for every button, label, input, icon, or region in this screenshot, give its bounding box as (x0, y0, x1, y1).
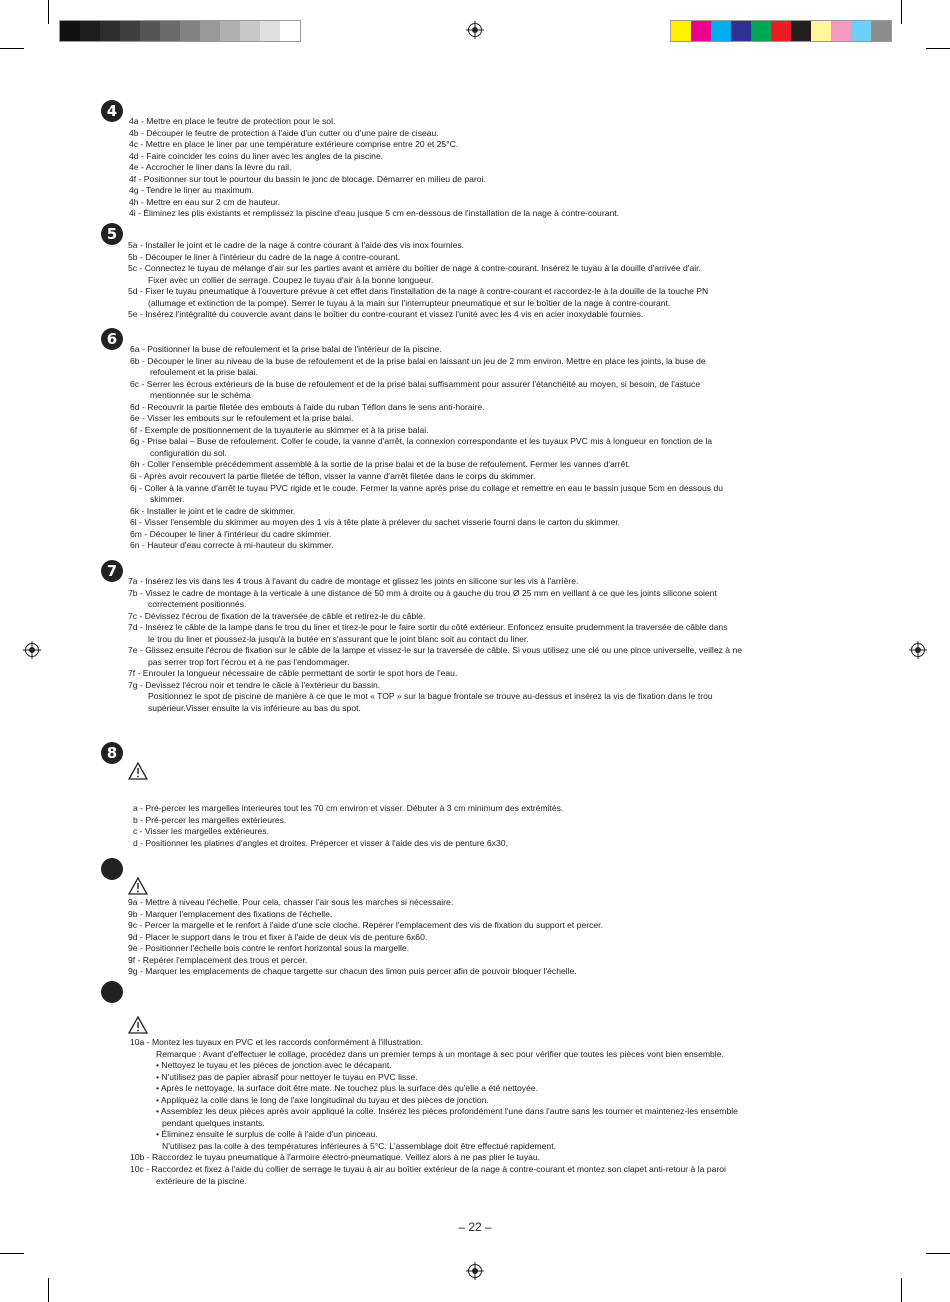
color-swatch (180, 21, 200, 41)
instruction-line: 5c - Connectez le tuyau de mélange d'air sur les parties avant et arrière du boîtier de nage à contre-courant. Insérez le tuyau à la douille d'arrivée d'air. (128, 263, 701, 274)
instruction-line: 4f - Positionner sur tout le pourtour du bassin le jonc de blocage. Démarrer en milieu de paroi. (129, 173, 486, 184)
instruction-line: pendant quelques instants. (162, 1117, 265, 1128)
registration-mark-icon (909, 641, 927, 659)
crop-mark (926, 1253, 950, 1254)
warning-icon (128, 877, 148, 895)
section-6-instructions (130, 344, 723, 552)
instruction-line: 9a - Mettre à niveau l'échelle. Pour cela, chasser l'air sous les marches si nécessaire. (128, 897, 454, 907)
instruction-line: 4b - Découper le feutre de protection à l'aide d'un cutter ou d'une paire de ciseau. (129, 127, 439, 138)
warning-icon (128, 1016, 148, 1034)
instruction-line: • Nettoyez le tuyau et les pièces de jonction avec le décapant. (156, 1060, 392, 1071)
instruction-line: 6l - Visser l'ensemble du skimmer au moyen des 1 vis à tête plate à prélever du sachet visserie fourni dans le carton du skimmer. (130, 517, 621, 528)
instruction-line: 5d - Fixer le tuyau pneumatique à l'ouverture prévue à cet effet dans l'installation de la nage à contre-courant et raccordez-le à la douille de la touche PN (128, 286, 709, 297)
color-swatch (771, 21, 791, 41)
section-7-instructions (128, 576, 742, 715)
instruction-line: 7d - Insérez le câble de la lampe dans le trou du liner et tirez-le pour le faire sortir du côté extérieur. Enfoncez ensuite prudemment la traversée de câble dans (128, 622, 728, 633)
instruction-line: 4g - Tendre le liner au maximum. (129, 185, 254, 196)
instruction-line: supérieur.Visser ensuite la vis inférieure au bas du spot. (148, 703, 361, 714)
instruction-line: 4i - Éliminez les plis existants et remplissez la piscine d'eau jusque 5 cm en-dessous de l'installation de la nage à contre-courant. (129, 208, 620, 219)
instruction-line: 6j - Coller à la vanne d'arrêt le tuyau PVC rigide et le coude. Fermer la vanne après prise du collage et remettre en eau le bassin jusque 5cm en dessous du (130, 482, 724, 493)
instruction-line: 6h - Coller l'ensemble précédemment assemblé à la sortie de la prise balai et de la buse de refoulement. Fermer les vannes d'arrêt. (130, 459, 631, 470)
instruction-line: 6f - Exemple de positionnement de la tuyauterie au skimmer et à la prise balai. (130, 424, 429, 435)
crop-mark (0, 48, 24, 49)
instruction-line: 9f - Repérer l'emplacement des trous et percer. (128, 954, 308, 965)
color-swatch (240, 21, 260, 41)
color-swatch (160, 21, 180, 41)
color-swatch (871, 21, 891, 41)
registration-mark-icon (466, 21, 484, 39)
instruction-line: 4h - Mettre en eau sur 2 cm de hauteur. (129, 196, 280, 207)
section-10-instructions (130, 1037, 738, 1187)
warning-icon (128, 762, 148, 780)
instruction-line: • N'utilisez pas de papier abrasif pour nettoyer le tuyau en PVC lisse. (156, 1071, 418, 1082)
instruction-line: 6b - Découper le liner au niveau de la buse de refoulement et de la prise balai en laissant un jeu de 2 mm environ. Mettre en place les joints, la buse de (130, 355, 706, 366)
crop-mark (48, 1278, 49, 1302)
registration-mark-icon (23, 641, 41, 659)
section-8-instructions (133, 803, 563, 849)
section-4-instructions (129, 116, 619, 220)
section-badge-5: 5 (101, 223, 123, 245)
color-swatch (751, 21, 771, 41)
instruction-line: a - Pré-percer les margelles interieures tout les 70 cm environ et visser. Débuter à 3 cm minimum des extrémités. (133, 803, 564, 813)
instruction-line: Fixer avec un collier de serrage. Coupez le tuyau d'air à la bonne longueur. (148, 274, 434, 285)
instruction-line: correctement positionnés. (148, 599, 247, 610)
color-swatch (220, 21, 240, 41)
instruction-line: 7c - Dévissez l'écrou de fixation de la traversée de câble et retirez-le du câble. (128, 610, 426, 621)
color-swatch (711, 21, 731, 41)
instruction-line: Remarque : Avant d'effectuer le collage, procédez dans un premier temps à un montage à sec pour vérifier que toutes les pièces vont bien ensemble. (156, 1048, 724, 1059)
instruction-line: 6g - Prise balai – Buse de refoulement. Coller le coude, la vanne d'arrêt, la connexion correspondante et les tuyaux PVC mis à longueur en fonction de la (130, 436, 713, 447)
page-number: – 22 – (458, 1220, 492, 1234)
instruction-line: 10a - Montez les tuyaux en PVC et les raccords conformément à l'illustration. (130, 1037, 424, 1047)
instruction-line: 10c - Raccordez et fixez à l'aide du collier de serrage le tuyau à air au boîtier extérieur de la nage à contre-courant et montez son clapet anti-retour à la paroi (130, 1164, 726, 1175)
instruction-line: mentionnée sur le schéma (150, 390, 251, 401)
instruction-line: 9b - Marquer l'emplacement des fixations de l'échelle. (128, 908, 333, 919)
color-swatch (200, 21, 220, 41)
instruction-line: N'utilisez pas la colle à des températures inférieures à 5°C. L'assemblage doit être effectué rapidement. (162, 1140, 556, 1151)
registration-mark-icon (466, 1262, 484, 1280)
instruction-line: le trou du liner et poussez-la jusqu'à la butée en s'assurant que le joint blanc soit au contact du liner. (148, 633, 529, 644)
color-swatch (280, 21, 300, 41)
instruction-line: 6e - Visser les embouts sur le refoulement et la prise balai. (130, 413, 354, 424)
instruction-line: skimmer. (150, 494, 185, 505)
instruction-line: pas serrer trop fort l'écrou et à ne pas l'endommager. (148, 656, 350, 667)
instruction-line: d - Positionner les platines d'angles et droites. Prépercer et visser à l'aide des vis de penture 6x30. (133, 837, 508, 848)
color-swatch (80, 21, 100, 41)
section-badge-9 (101, 858, 123, 880)
color-swatch (60, 21, 80, 41)
instruction-line: 4d - Faire coincider les coins du liner avec les angles de la piscine. (129, 150, 384, 161)
instruction-line: 5b - Découper le liner à l'intérieur du cadre de la nage à contre-courant. (128, 251, 401, 262)
instruction-line: 9e - Positionner l'échelle bois contre le renfort horizontal sous la margelle. (128, 943, 410, 954)
grayscale-color-bar (59, 20, 301, 42)
section-badge-7: 7 (101, 560, 123, 582)
section-5-instructions (128, 240, 708, 321)
color-swatch (100, 21, 120, 41)
color-swatch (691, 21, 711, 41)
color-swatch (120, 21, 140, 41)
instruction-line: 6n - Hauteur d'eau correcte à mi-hauteur du skimmer. (130, 540, 334, 551)
instruction-line: c - Visser les margelles extérieures. (133, 826, 269, 837)
color-swatch (811, 21, 831, 41)
instruction-line: 5a - Installer le joint et le cadre de la nage à contre courant à l'aide des vis inox fournies. (128, 240, 465, 250)
instruction-line: 6k - Installer le joint et le cadre de skimmer. (130, 505, 296, 516)
color-swatch (831, 21, 851, 41)
instruction-line: 7e - Glissez ensuite l'écrou de fixation sur le câble de la lampe et vissez-le sur la traversée de câble. Si vous utilisez une clé ou une pince universelle, veillez à ne (128, 645, 743, 656)
color-swatch (791, 21, 811, 41)
color-swatch (140, 21, 160, 41)
crop-mark (901, 1278, 902, 1302)
instruction-line: • Après le nettoyage, la surface doit être mate. Ne touchez plus la surface dès qu'elle a été nettoyée. (156, 1083, 539, 1094)
instruction-line: • Éliminez ensuite le surplus de colle à l'aide d'un pinceau. (156, 1129, 378, 1140)
instruction-line: 4a - Mettre en place le feutre de protection pour le sol. (129, 116, 336, 126)
instruction-line: 6i - Après avoir recouvert la partie filetée de téflon, visser la vanne d'arrêt filetée dans le corps du skimmer. (130, 471, 536, 482)
process-color-bar (670, 20, 892, 42)
instruction-line: Positionnez le spot de piscine de manière à ce que le mot « TOP » sur la bague frontale se trouve au-dessus et insérez la vis de fixation dans le trou (148, 691, 713, 702)
instruction-line: 7g - Devissez l'écrou noir et tendre le câcle à l'extérieur du bassin. (128, 679, 381, 690)
crop-mark (926, 48, 950, 49)
crop-mark (901, 0, 902, 24)
instruction-line: configuration du sol. (150, 447, 227, 458)
color-swatch (851, 21, 871, 41)
instruction-line: 7a - Insérez les vis dans les 4 trous à l'avant du cadre de montage et glissez les joints en silicone sur les vis à l'arrière. (128, 576, 579, 586)
instruction-line: refoulement et la prise balai. (150, 367, 258, 378)
section-badge-6: 6 (101, 328, 123, 350)
instruction-line: extérieure de la piscine. (156, 1175, 247, 1186)
instruction-line: 5e - Insérez l'intégralité du couvercle avant dans le boîtier du contre-courant et vissez l'unité avec les 4 vis en acier inoxydable fournies. (128, 309, 644, 320)
instruction-line: b - Pré-percer les margelles extérieures. (133, 814, 287, 825)
instruction-line: 10b - Raccordez le tuyau pneumatique à l'armoire électro-pneumatique. Veillez alors à ne pas plier le tuyau. (130, 1152, 541, 1163)
instruction-line: • Assemblez les deux pièces après avoir appliqué la colle. Insérez les pièces profondément l'une dans l'autre sans les tourner et maintenez-les ensemble (156, 1106, 738, 1117)
section-badge-4: 4 (101, 100, 123, 122)
instruction-line: 9d - Placer le support dans le trou et fixer à l'aide de deux vis de penture 6x60. (128, 931, 428, 942)
instruction-line: (allumage et extinction de la pompe). Serrer le tuyau à la main sur l'interrupteur pneumatique et sur le boîtier de la nage à contre-courant. (148, 297, 671, 308)
color-swatch (731, 21, 751, 41)
section-badge-8: 8 (101, 742, 123, 764)
crop-mark (0, 1253, 24, 1254)
instruction-line: 7b - Vissez le cadre de montage à la verticale à une distance de 50 mm à droite ou à gauche du trou Ø 25 mm en veillant à ce que les joints silicone soient (128, 587, 717, 598)
instruction-line: 4c - Mettre en place le liner par une température extérieure comprise entre 20 et 25°C. (129, 139, 459, 150)
instruction-line: 6c - Serrer les écrous extérieurs de la buse de refoulement et de la prise balai suffisamment pour assurer l'étanchéité au moyen, si besoin, de l'astuce (130, 378, 701, 389)
instruction-line: • Appliquez la colle dans le long de l'axe longitudinal du tuyau et des pièces de jonction. (156, 1094, 489, 1105)
instruction-line: 6a - Positionner la buse de refoulement et la prise balai de l'intérieur de la piscine. (130, 344, 442, 354)
section-badge-10 (101, 981, 123, 1003)
crop-mark (48, 0, 49, 24)
instruction-line: 6m - Découper le liner à l'intérieur du cadre skimmer. (130, 528, 332, 539)
instruction-line: 6d - Recouvrir la partie filetée des embouts à l'aide du ruban Téflon dans le sens anti-horaire. (130, 401, 485, 412)
instruction-line: 4e - Accrocher le liner dans la lèvre du rail. (129, 162, 292, 173)
color-swatch (260, 21, 280, 41)
color-swatch (671, 21, 691, 41)
section-9-instructions (128, 897, 603, 978)
instruction-line: 7f - Enrouler la longueur nécessaire de câble permettant de sortir le spot hors de l'eau. (128, 668, 458, 679)
instruction-line: 9g - Marquer les emplacements de chaque targette sur chacun des limon puis percer afin de pouvoir bloquer l'échelle. (128, 966, 577, 977)
instruction-line: 9c - Percer la margelle et le renfort à l'aide d'une scie cloche. Repérer l'emplacement des vis de fixation du support et percer. (128, 920, 603, 931)
